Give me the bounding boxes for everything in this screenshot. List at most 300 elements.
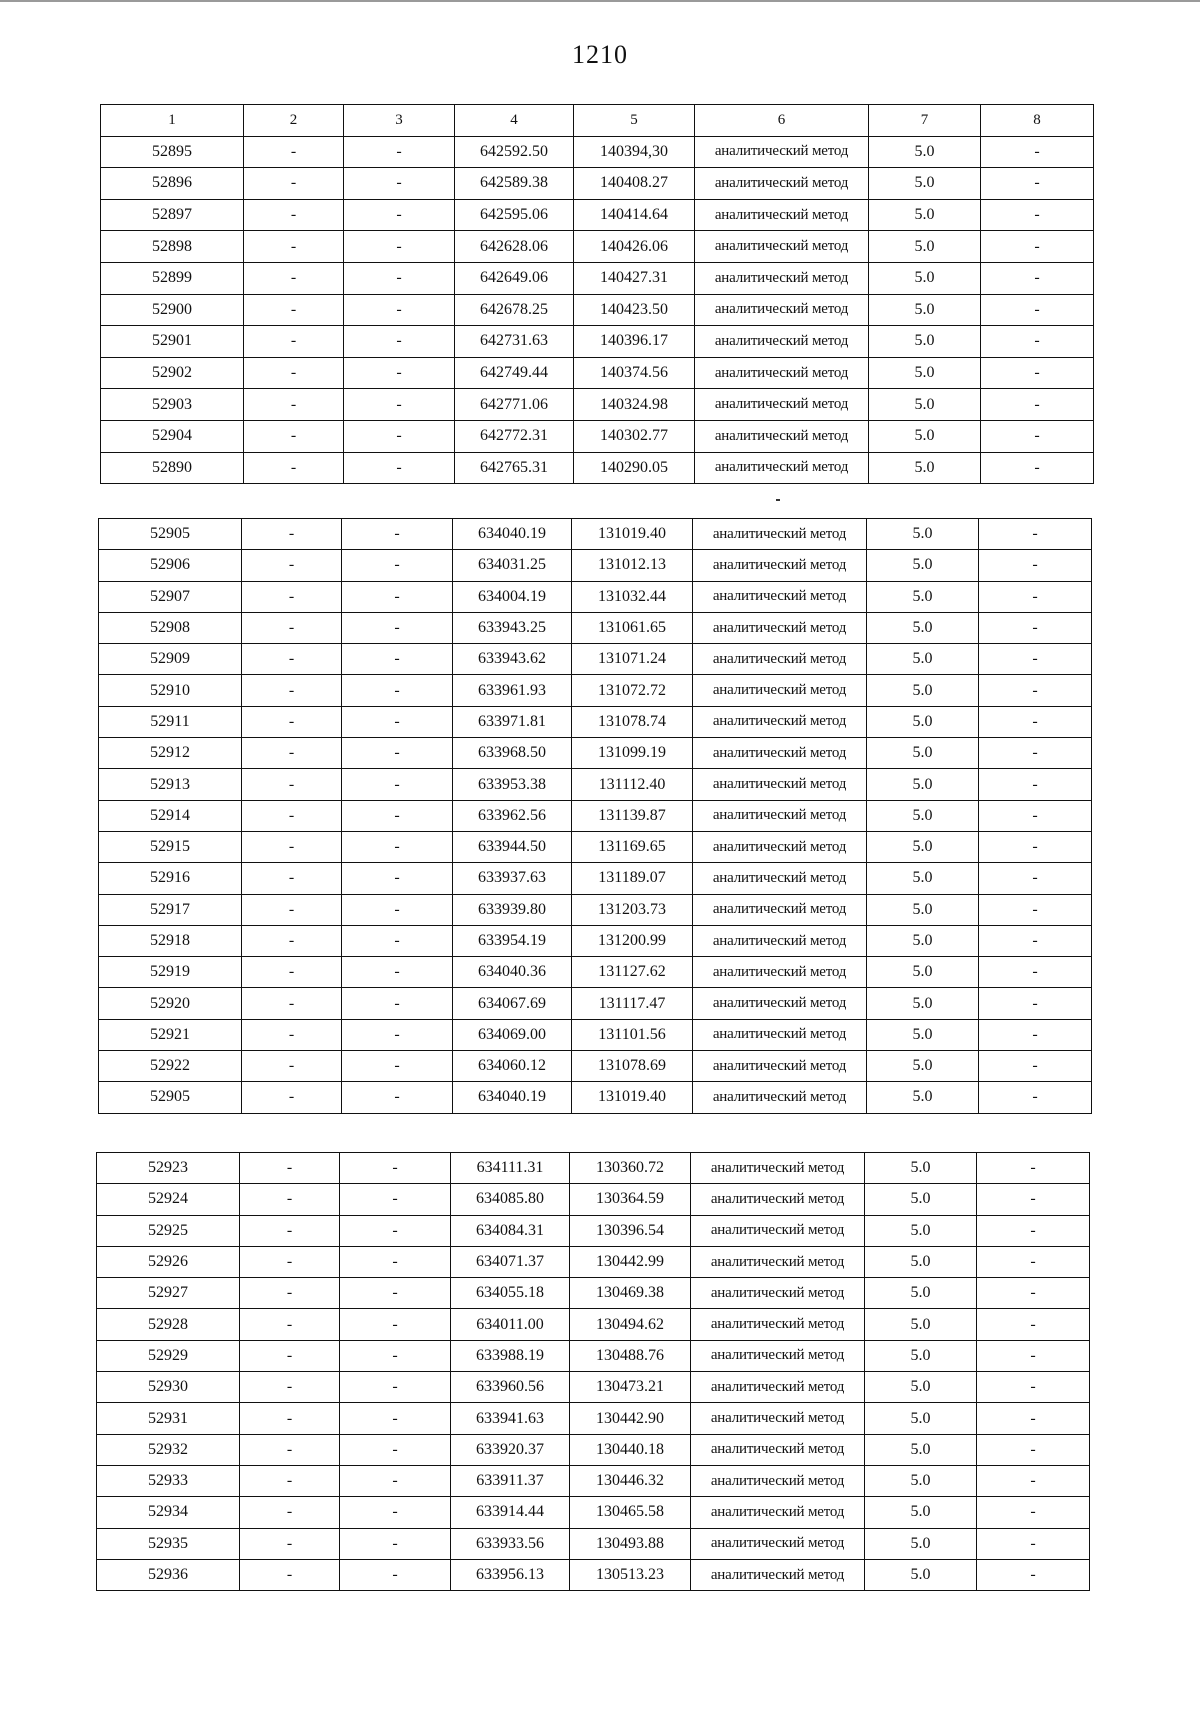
cell-col-3: -	[342, 675, 453, 706]
cell-coord-y: 131203.73	[572, 894, 693, 925]
cell-method: аналитический метод	[695, 420, 869, 452]
cell-coord-x: 633914.44	[451, 1497, 570, 1528]
cell-accuracy: 5.0	[865, 1465, 977, 1496]
cell-col-2: -	[244, 326, 344, 358]
cell-coord-y: 131117.47	[572, 988, 693, 1019]
table-row	[99, 1051, 1092, 1082]
table-row	[97, 1403, 1090, 1434]
cell-point-number: 52927	[97, 1278, 240, 1309]
cell-coord-y: 140396.17	[574, 326, 695, 358]
cell-coord-x: 633944.50	[453, 831, 572, 862]
cell-coord-y: 131078.69	[572, 1051, 693, 1082]
cell-coord-y: 131032.44	[572, 581, 693, 612]
cell-col-2: -	[242, 800, 342, 831]
cell-coord-x: 642771.06	[455, 389, 574, 421]
cell-accuracy: 5.0	[867, 894, 979, 925]
table-row	[97, 1434, 1090, 1465]
cell-col-2: -	[242, 550, 342, 581]
cell-point-number: 52933	[97, 1465, 240, 1496]
coordinates-table-block-2	[98, 518, 1092, 1114]
cell-col-3: -	[344, 420, 455, 452]
cell-coord-y: 131061.65	[572, 612, 693, 643]
cell-col-2: -	[244, 452, 344, 484]
cell-col-8: -	[977, 1309, 1090, 1340]
cell-col-3: -	[342, 925, 453, 956]
cell-col-3: -	[342, 612, 453, 643]
cell-col-3: -	[344, 326, 455, 358]
cell-coord-x: 633971.81	[453, 706, 572, 737]
cell-col-2: -	[242, 738, 342, 769]
cell-coord-y: 130494.62	[570, 1309, 691, 1340]
cell-coord-x: 634004.19	[453, 581, 572, 612]
column-header: 6	[695, 105, 869, 137]
cell-method: аналитический метод	[691, 1278, 865, 1309]
cell-accuracy: 5.0	[869, 136, 981, 168]
cell-col-3: -	[342, 800, 453, 831]
cell-accuracy: 5.0	[867, 831, 979, 862]
cell-coord-y: 130488.76	[570, 1340, 691, 1371]
cell-method: аналитический метод	[691, 1497, 865, 1528]
coordinates-table-block-3	[96, 1152, 1090, 1591]
cell-coord-x: 633943.62	[453, 644, 572, 675]
cell-method: аналитический метод	[695, 452, 869, 484]
cell-col-8: -	[981, 357, 1094, 389]
cell-col-2: -	[240, 1153, 340, 1184]
cell-col-3: -	[342, 769, 453, 800]
cell-coord-y: 131078.74	[572, 706, 693, 737]
cell-coord-x: 633962.56	[453, 800, 572, 831]
cell-coord-x: 633920.37	[451, 1434, 570, 1465]
cell-point-number: 52918	[99, 925, 242, 956]
cell-coord-y: 131019.40	[572, 519, 693, 550]
cell-col-3: -	[344, 168, 455, 200]
cell-method: аналитический метод	[691, 1403, 865, 1434]
cell-col-3: -	[342, 1051, 453, 1082]
cell-accuracy: 5.0	[867, 706, 979, 737]
table-row	[99, 519, 1092, 550]
cell-method: аналитический метод	[695, 136, 869, 168]
cell-col-3: -	[344, 452, 455, 484]
cell-point-number: 52930	[97, 1372, 240, 1403]
cell-point-number: 52916	[99, 863, 242, 894]
table-row	[97, 1465, 1090, 1496]
cell-method: аналитический метод	[693, 863, 867, 894]
cell-col-2: -	[242, 925, 342, 956]
cell-point-number: 52898	[101, 231, 244, 263]
cell-point-number: 52897	[101, 199, 244, 231]
cell-accuracy: 5.0	[867, 675, 979, 706]
cell-col-8: -	[977, 1528, 1090, 1559]
cell-method: аналитический метод	[691, 1246, 865, 1277]
cell-method: аналитический метод	[693, 1082, 867, 1113]
cell-accuracy: 5.0	[867, 519, 979, 550]
cell-coord-y: 131101.56	[572, 1019, 693, 1050]
cell-col-3: -	[344, 357, 455, 389]
cell-coord-y: 130446.32	[570, 1465, 691, 1496]
cell-col-3: -	[340, 1465, 451, 1496]
cell-accuracy: 5.0	[867, 1019, 979, 1050]
table-row	[101, 452, 1094, 484]
cell-coord-y: 130473.21	[570, 1372, 691, 1403]
cell-coord-y: 140408.27	[574, 168, 695, 200]
cell-accuracy: 5.0	[867, 925, 979, 956]
cell-col-8: -	[977, 1465, 1090, 1496]
table-row	[101, 136, 1094, 168]
cell-point-number: 52905	[99, 519, 242, 550]
cell-col-2: -	[240, 1497, 340, 1528]
cell-coord-y: 131169.65	[572, 831, 693, 862]
cell-method: аналитический метод	[693, 988, 867, 1019]
cell-accuracy: 5.0	[867, 644, 979, 675]
table-row	[97, 1153, 1090, 1184]
cell-col-2: -	[240, 1246, 340, 1277]
cell-method: аналитический метод	[691, 1215, 865, 1246]
cell-coord-x: 633943.25	[453, 612, 572, 643]
cell-point-number: 52908	[99, 612, 242, 643]
cell-accuracy: 5.0	[867, 957, 979, 988]
cell-method: аналитический метод	[691, 1340, 865, 1371]
cell-col-8: -	[979, 1082, 1092, 1113]
cell-point-number: 52921	[99, 1019, 242, 1050]
cell-accuracy: 5.0	[867, 581, 979, 612]
cell-coord-x: 633937.63	[453, 863, 572, 894]
cell-col-3: -	[342, 894, 453, 925]
cell-coord-y: 140302.77	[574, 420, 695, 452]
cell-method: аналитический метод	[693, 612, 867, 643]
cell-col-3: -	[342, 1019, 453, 1050]
cell-col-3: -	[340, 1497, 451, 1528]
table-row	[99, 1082, 1092, 1113]
table-header-row	[101, 105, 1094, 137]
cell-col-3: -	[344, 136, 455, 168]
cell-col-2: -	[242, 706, 342, 737]
cell-col-3: -	[344, 231, 455, 263]
table-row	[101, 231, 1094, 263]
cell-col-2: -	[240, 1403, 340, 1434]
cell-col-2: -	[240, 1215, 340, 1246]
cell-col-8: -	[981, 231, 1094, 263]
table-row	[97, 1372, 1090, 1403]
cell-point-number: 52911	[99, 706, 242, 737]
cell-point-number: 52895	[101, 136, 244, 168]
cell-coord-y: 130442.99	[570, 1246, 691, 1277]
cell-point-number: 52902	[101, 357, 244, 389]
cell-coord-y: 140426.06	[574, 231, 695, 263]
cell-coord-x: 642649.06	[455, 262, 574, 294]
cell-accuracy: 5.0	[867, 988, 979, 1019]
cell-coord-x: 642749.44	[455, 357, 574, 389]
cell-col-8: -	[977, 1372, 1090, 1403]
table-row	[97, 1497, 1090, 1528]
cell-point-number: 52923	[97, 1153, 240, 1184]
cell-method: аналитический метод	[695, 326, 869, 358]
page-number: 1210	[572, 40, 628, 69]
cell-method: аналитический метод	[691, 1528, 865, 1559]
cell-accuracy: 5.0	[869, 168, 981, 200]
cell-col-2: -	[244, 168, 344, 200]
cell-col-2: -	[242, 612, 342, 643]
cell-coord-x: 642628.06	[455, 231, 574, 263]
cell-col-2: -	[242, 1019, 342, 1050]
cell-coord-y: 140414.64	[574, 199, 695, 231]
cell-accuracy: 5.0	[867, 612, 979, 643]
cell-method: аналитический метод	[693, 706, 867, 737]
cell-accuracy: 5.0	[865, 1559, 977, 1590]
cell-coord-x: 633933.56	[451, 1528, 570, 1559]
cell-col-2: -	[244, 231, 344, 263]
cell-accuracy: 5.0	[869, 326, 981, 358]
table-row	[101, 262, 1094, 294]
cell-coord-y: 131189.07	[572, 863, 693, 894]
cell-method: аналитический метод	[695, 389, 869, 421]
cell-coord-y: 131099.19	[572, 738, 693, 769]
cell-col-3: -	[340, 1153, 451, 1184]
cell-col-3: -	[342, 519, 453, 550]
cell-col-8: -	[979, 769, 1092, 800]
cell-coord-y: 130440.18	[570, 1434, 691, 1465]
cell-coord-x: 642765.31	[455, 452, 574, 484]
cell-col-2: -	[242, 957, 342, 988]
cell-col-2: -	[240, 1278, 340, 1309]
cell-col-2: -	[242, 1051, 342, 1082]
cell-point-number: 52920	[99, 988, 242, 1019]
cell-col-8: -	[979, 644, 1092, 675]
cell-method: аналитический метод	[693, 1051, 867, 1082]
cell-coord-y: 130360.72	[570, 1153, 691, 1184]
stray-mark	[776, 499, 780, 501]
cell-point-number: 52906	[99, 550, 242, 581]
cell-method: аналитический метод	[691, 1153, 865, 1184]
cell-col-3: -	[340, 1309, 451, 1340]
table-row	[99, 957, 1092, 988]
cell-accuracy: 5.0	[869, 357, 981, 389]
cell-col-3: -	[342, 863, 453, 894]
cell-accuracy: 5.0	[867, 550, 979, 581]
cell-accuracy: 5.0	[865, 1278, 977, 1309]
cell-accuracy: 5.0	[867, 800, 979, 831]
cell-col-3: -	[340, 1246, 451, 1277]
cell-accuracy: 5.0	[865, 1246, 977, 1277]
column-header: 5	[574, 105, 695, 137]
cell-col-3: -	[340, 1278, 451, 1309]
cell-col-8: -	[979, 1051, 1092, 1082]
cell-coord-x: 633956.13	[451, 1559, 570, 1590]
cell-col-8: -	[979, 738, 1092, 769]
cell-col-8: -	[977, 1246, 1090, 1277]
cell-method: аналитический метод	[695, 199, 869, 231]
cell-col-8: -	[979, 957, 1092, 988]
cell-col-8: -	[979, 988, 1092, 1019]
cell-accuracy: 5.0	[865, 1340, 977, 1371]
table-row	[99, 706, 1092, 737]
cell-col-2: -	[240, 1434, 340, 1465]
cell-coord-x: 634069.00	[453, 1019, 572, 1050]
cell-col-3: -	[340, 1403, 451, 1434]
cell-coord-y: 140394,30	[574, 136, 695, 168]
table-row	[99, 550, 1092, 581]
cell-method: аналитический метод	[693, 769, 867, 800]
cell-coord-x: 634060.12	[453, 1051, 572, 1082]
cell-method: аналитический метод	[693, 581, 867, 612]
cell-point-number: 52914	[99, 800, 242, 831]
cell-col-8: -	[977, 1403, 1090, 1434]
table-row	[97, 1215, 1090, 1246]
cell-coord-x: 633954.19	[453, 925, 572, 956]
cell-point-number: 52922	[99, 1051, 242, 1082]
cell-col-2: -	[244, 357, 344, 389]
cell-point-number: 52905	[99, 1082, 242, 1113]
cell-coord-y: 140324.98	[574, 389, 695, 421]
cell-point-number: 52934	[97, 1497, 240, 1528]
column-header: 2	[244, 105, 344, 137]
table-row	[99, 831, 1092, 862]
cell-coord-y: 130513.23	[570, 1559, 691, 1590]
cell-point-number: 52931	[97, 1403, 240, 1434]
cell-col-3: -	[342, 1082, 453, 1113]
cell-accuracy: 5.0	[869, 389, 981, 421]
cell-point-number: 52896	[101, 168, 244, 200]
cell-coord-x: 634031.25	[453, 550, 572, 581]
cell-point-number: 52903	[101, 389, 244, 421]
cell-accuracy: 5.0	[867, 769, 979, 800]
cell-accuracy: 5.0	[865, 1434, 977, 1465]
cell-accuracy: 5.0	[867, 1082, 979, 1113]
cell-method: аналитический метод	[693, 894, 867, 925]
table-row	[101, 294, 1094, 326]
cell-method: аналитический метод	[693, 675, 867, 706]
top-border-line	[0, 0, 1200, 2]
cell-col-3: -	[340, 1340, 451, 1371]
table-row	[101, 389, 1094, 421]
cell-coord-x: 633953.38	[453, 769, 572, 800]
table-row	[97, 1340, 1090, 1371]
cell-col-8: -	[977, 1153, 1090, 1184]
cell-col-8: -	[977, 1278, 1090, 1309]
cell-col-2: -	[244, 136, 344, 168]
cell-coord-y: 140374.56	[574, 357, 695, 389]
cell-coord-x: 634085.80	[451, 1184, 570, 1215]
cell-point-number: 52926	[97, 1246, 240, 1277]
cell-col-2: -	[242, 769, 342, 800]
cell-coord-x: 633961.93	[453, 675, 572, 706]
cell-point-number: 52919	[99, 957, 242, 988]
cell-coord-x: 634071.37	[451, 1246, 570, 1277]
cell-coord-y: 130396.54	[570, 1215, 691, 1246]
cell-method: аналитический метод	[691, 1559, 865, 1590]
cell-col-2: -	[244, 389, 344, 421]
cell-col-2: -	[242, 581, 342, 612]
cell-col-3: -	[344, 199, 455, 231]
cell-coord-y: 131072.72	[572, 675, 693, 706]
cell-col-8: -	[981, 326, 1094, 358]
cell-col-2: -	[242, 519, 342, 550]
table-row	[97, 1184, 1090, 1215]
cell-accuracy: 5.0	[869, 294, 981, 326]
cell-point-number: 52910	[99, 675, 242, 706]
cell-col-2: -	[242, 675, 342, 706]
cell-accuracy: 5.0	[869, 420, 981, 452]
cell-accuracy: 5.0	[865, 1497, 977, 1528]
cell-coord-x: 634084.31	[451, 1215, 570, 1246]
cell-col-2: -	[240, 1465, 340, 1496]
table-row	[99, 800, 1092, 831]
cell-coord-y: 131019.40	[572, 1082, 693, 1113]
cell-col-3: -	[342, 738, 453, 769]
table-row	[101, 326, 1094, 358]
table-row	[99, 894, 1092, 925]
cell-accuracy: 5.0	[869, 199, 981, 231]
cell-point-number: 52913	[99, 769, 242, 800]
cell-accuracy: 5.0	[867, 1051, 979, 1082]
cell-coord-y: 140427.31	[574, 262, 695, 294]
cell-coord-y: 140423.50	[574, 294, 695, 326]
cell-col-8: -	[979, 894, 1092, 925]
cell-col-2: -	[240, 1559, 340, 1590]
cell-col-8: -	[979, 706, 1092, 737]
cell-method: аналитический метод	[691, 1184, 865, 1215]
cell-method: аналитический метод	[693, 550, 867, 581]
cell-coord-y: 131127.62	[572, 957, 693, 988]
cell-col-2: -	[242, 831, 342, 862]
cell-coord-x: 633968.50	[453, 738, 572, 769]
cell-coord-y: 131112.40	[572, 769, 693, 800]
cell-method: аналитический метод	[691, 1372, 865, 1403]
cell-col-3: -	[340, 1528, 451, 1559]
cell-col-2: -	[244, 262, 344, 294]
cell-coord-y: 140290.05	[574, 452, 695, 484]
cell-col-8: -	[979, 1019, 1092, 1050]
table-row	[99, 644, 1092, 675]
cell-coord-x: 634111.31	[451, 1153, 570, 1184]
cell-coord-x: 633939.80	[453, 894, 572, 925]
cell-col-3: -	[342, 957, 453, 988]
cell-coord-x: 642731.63	[455, 326, 574, 358]
cell-col-2: -	[240, 1528, 340, 1559]
cell-col-8: -	[979, 675, 1092, 706]
cell-point-number: 52929	[97, 1340, 240, 1371]
table-row	[99, 1019, 1092, 1050]
cell-col-2: -	[240, 1309, 340, 1340]
cell-col-8: -	[977, 1184, 1090, 1215]
cell-accuracy: 5.0	[865, 1184, 977, 1215]
cell-coord-y: 131012.13	[572, 550, 693, 581]
cell-col-3: -	[340, 1559, 451, 1590]
table-row	[97, 1278, 1090, 1309]
cell-col-3: -	[340, 1184, 451, 1215]
cell-point-number: 52900	[101, 294, 244, 326]
cell-col-8: -	[979, 612, 1092, 643]
cell-col-2: -	[242, 644, 342, 675]
column-header: 8	[981, 105, 1094, 137]
cell-point-number: 52901	[101, 326, 244, 358]
cell-coord-x: 642589.38	[455, 168, 574, 200]
table-row	[99, 738, 1092, 769]
cell-col-3: -	[344, 294, 455, 326]
cell-col-8: -	[981, 420, 1094, 452]
table-row	[97, 1309, 1090, 1340]
cell-point-number: 52907	[99, 581, 242, 612]
cell-coord-y: 130465.58	[570, 1497, 691, 1528]
table-row	[99, 675, 1092, 706]
table-row	[97, 1528, 1090, 1559]
table-row	[99, 769, 1092, 800]
cell-method: аналитический метод	[695, 262, 869, 294]
cell-col-8: -	[979, 800, 1092, 831]
table-row	[101, 199, 1094, 231]
cell-col-2: -	[240, 1372, 340, 1403]
cell-point-number: 52925	[97, 1215, 240, 1246]
cell-coord-x: 642595.06	[455, 199, 574, 231]
